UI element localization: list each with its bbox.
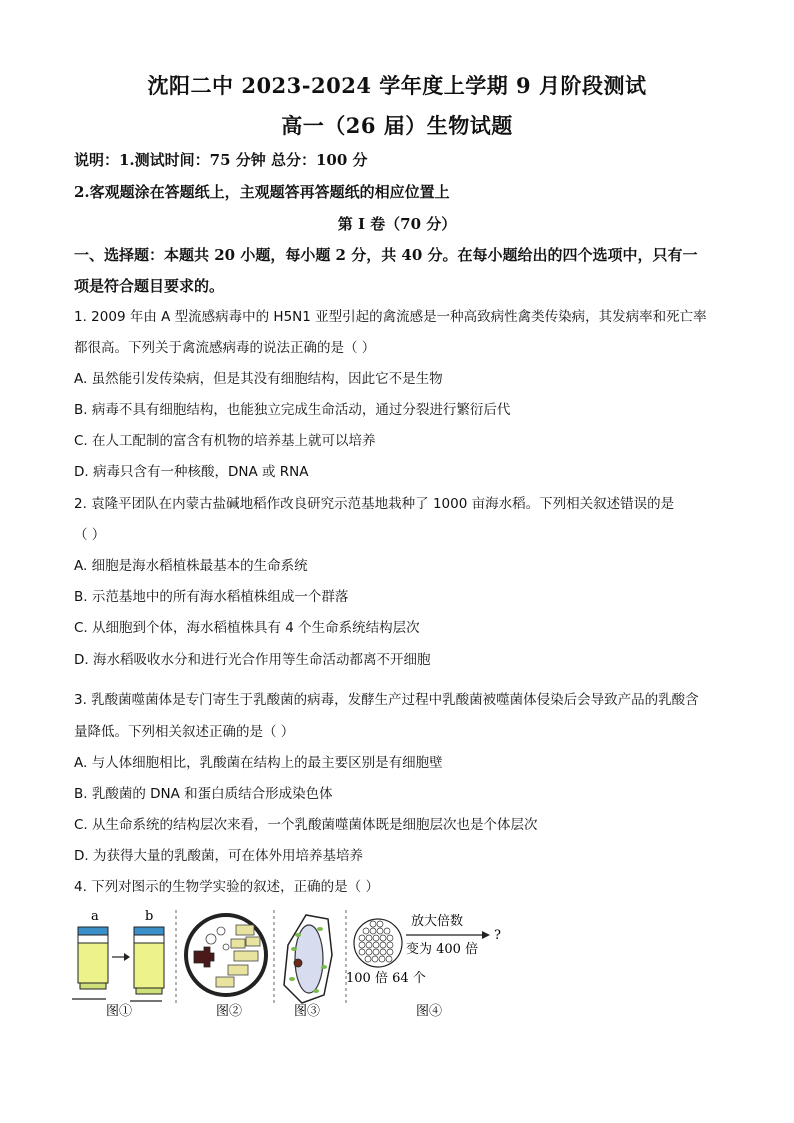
- caption-figure-4: 图④: [416, 1004, 443, 1019]
- fig4-bottom-text: 100 倍 64 个: [346, 971, 426, 986]
- question-3-option-c: C. 从生命系统的结构层次来看，一个乳酸菌噬菌体既是细胞层次也是个体层次: [74, 817, 538, 833]
- fig4-top-text: 放大倍数: [411, 914, 464, 929]
- question-2-option-c: C. 从细胞到个体，海水稻植株具有 4 个生命系统结构层次: [74, 620, 420, 636]
- figure-4-magnification: [346, 913, 501, 1019]
- fig4-mid-text: 变为 400 倍: [406, 942, 479, 957]
- figure-3-plant-cell: [284, 915, 332, 1019]
- arrow-right-icon: [482, 931, 490, 939]
- question-4-stem-line-1: 4. 下列对图示的生物学实验的叙述，正确的是（ ）: [74, 879, 379, 895]
- question-3-stem-line-1: 3. 乳酸菌噬菌体是专门寄生于乳酸菌的病毒，发酵生产过程中乳酸菌被噬菌体侵染后会导致产品的乳酸含: [74, 692, 699, 708]
- objective-a-icon: [78, 927, 108, 989]
- section-intro-line-1: 一、选择题：本题共 20 小题，每小题 2 分，共 40 分。在每小题给出的四个选项中，只有一: [74, 246, 698, 264]
- section-title: 第 I 卷（70 分）: [337, 215, 457, 233]
- question-2-stem-line-1: 2. 袁隆平团队在内蒙古盐碱地稻作改良研究示范基地栽种了 1000 亩海水稻。下列相关叙述错误的是: [74, 496, 675, 512]
- question-1-option-c: C. 在人工配制的富含有机物的培养基上就可以培养: [74, 433, 376, 449]
- instructions-line-1: 说明：1.测试时间：75 分钟 总分：100 分: [74, 151, 368, 169]
- instructions-line-2: 2.客观题涂在答题纸上，主观题答再答题纸的相应位置上: [74, 183, 450, 201]
- objective-b-icon: [134, 927, 164, 994]
- section-intro-line-2: 项是符合题目要求的。: [74, 277, 225, 295]
- label-b: b: [145, 909, 154, 924]
- question-1-option-b: B. 病毒不具有细胞结构，也能独立完成生命活动，通过分裂进行繁衍后代: [74, 402, 511, 418]
- exam-subtitle: 高一（26 届）生物试题: [281, 113, 513, 138]
- exam-title: 沈阳二中 2023-2024 学年度上学期 9 月阶段测试: [147, 73, 647, 98]
- question-1-option-a: A. 虽然能引发传染病，但是其没有细胞结构，因此它不是生物: [74, 371, 443, 387]
- question-3-stem-line-2: 量降低。下列相关叙述正确的是（ ）: [74, 724, 295, 740]
- arrow-icon: [124, 953, 130, 961]
- label-a: a: [91, 909, 99, 924]
- figure-2-microscope-field: [186, 915, 266, 1019]
- question-2-option-a: A. 细胞是海水稻植株最基本的生命系统: [74, 558, 308, 574]
- question-1-option-d: D. 病毒只含有一种核酸，DNA 或 RNA: [74, 464, 309, 480]
- question-3-option-b: B. 乳酸菌的 DNA 和蛋白质结合形成染色体: [74, 786, 333, 802]
- question-3-option-a: A. 与人体细胞相比，乳酸菌在结构上的最主要区别是有细胞壁: [74, 755, 443, 771]
- question-2-option-b: B. 示范基地中的所有海水稻植株组成一个群落: [74, 589, 349, 605]
- caption-figure-3: 图③: [294, 1004, 321, 1019]
- caption-figure-2: 图②: [216, 1004, 243, 1019]
- question-3-option-d: D. 为获得大量的乳酸菌，可在体外用培养基培养: [74, 848, 363, 864]
- question-1-stem-line-1: 1. 2009 年由 A 型流感病毒中的 H5N1 亚型引起的禽流感是一种高致病性禽类传染病，其发病率和死亡率: [74, 309, 707, 325]
- fig4-question-mark: ?: [494, 928, 501, 943]
- figure-1-objectives: [72, 909, 164, 1019]
- experiment-figure: [66, 905, 526, 1025]
- question-2-option-d: D. 海水稻吸收水分和进行光合作用等生命活动都离不开细胞: [74, 652, 431, 668]
- question-2-stem-line-2: （ ）: [74, 527, 106, 543]
- question-1-stem-line-2: 都很高。下列关于禽流感病毒的说法正确的是（ ）: [74, 340, 376, 356]
- caption-figure-1: 图①: [106, 1004, 133, 1019]
